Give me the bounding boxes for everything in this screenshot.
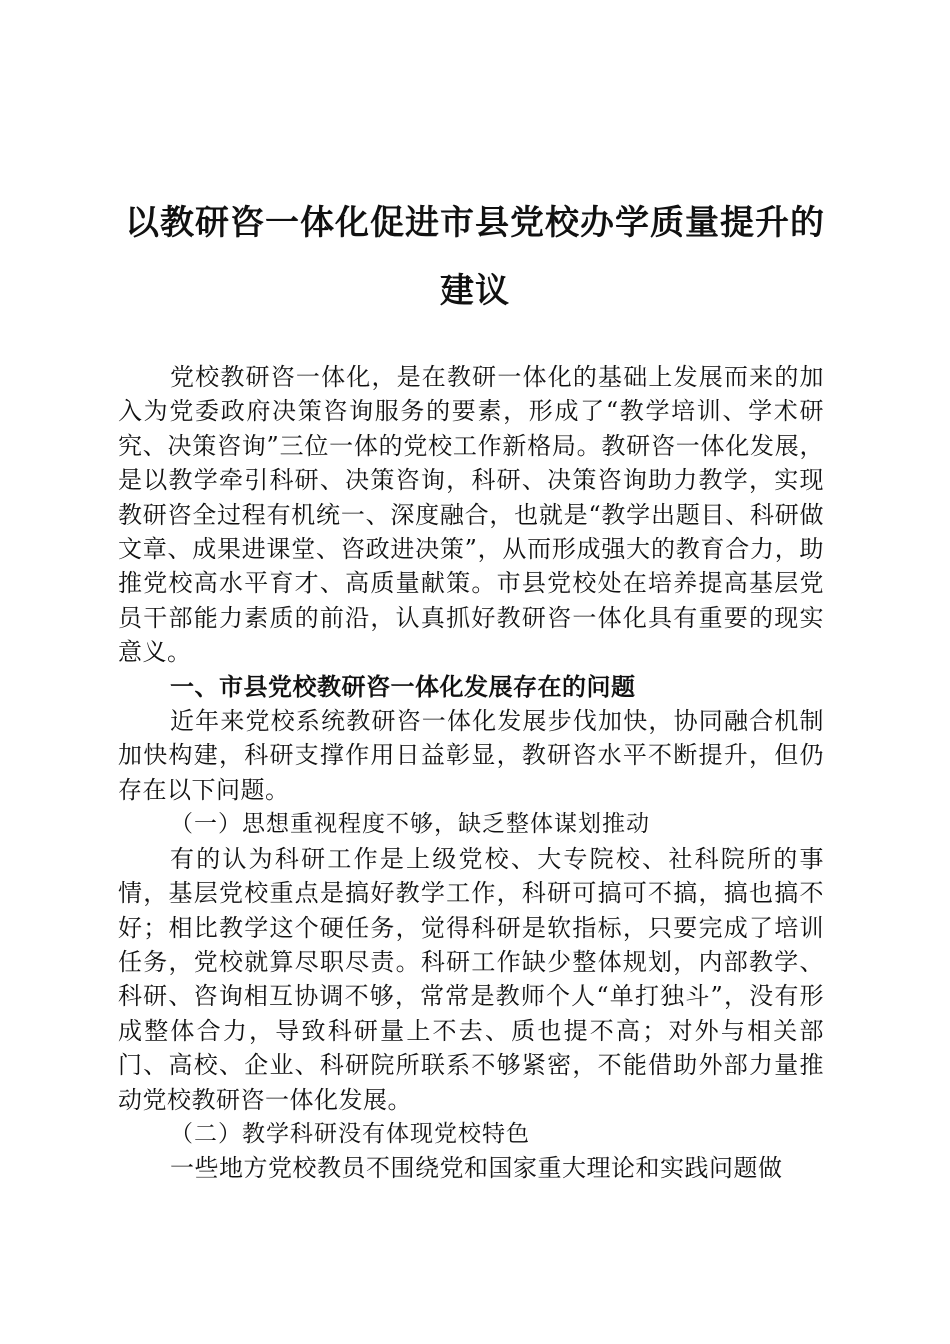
subsection1-paragraph: 有的认为科研工作是上级党校、大专院校、社科院所的事情，基层党校重点是搞好教学工作，科研可搞可不搞，搞也搞不好；相比教学这个硬任务，觉得科研是软指标，只要完成了培训任务，党校就算尽职尽责。科研工作缺少整体规划，内部教学、科研、咨询相互协调不够，常常是教师个人“单打独斗”，没有形成整体合力，导致科研量上不去、质也提不高；对外与相关部门、高校、企业、科研院所联系不够紧密，不能借助外部力量推动党校教研咨一体化发展。	[118, 844, 824, 1114]
document-title-line2: 建议	[440, 271, 510, 311]
intro-paragraph: 党校教研咨一体化，是在教研一体化的基础上发展而来的加入为党委政府决策咨询服务的要素，形成了“教学培训、学术研究、决策咨询”三位一体的党校工作新格局。教研咨一体化发展，是以教学牵引科研、决策咨询，科研、决策咨询助力教学，实现教研咨全过程有机统一、深度融合，也就是“教学出题目、科研做文章、成果进课堂、咨政进决策”，从而形成强大的教育合力，助推党校高水平育才、高质量献策。市县党校处在培养提高基层党员干部能力素质的前沿，认真抓好教研咨一体化具有重要的现实意义。	[118, 363, 824, 667]
section1-paragraph: 近年来党校系统教研咨一体化发展步伐加快，协同融合机制加快构建，科研支撑作用日益彰显，教研咨水平不断提升，但仍存在以下问题。	[118, 707, 824, 804]
subsection-heading-1: （一）思想重视程度不够，缺乏整体谋划推动	[170, 811, 650, 838]
document-body	[118, 360, 824, 1186]
section-heading-1: 一、市县党校教研咨一体化发展存在的问题	[170, 672, 636, 701]
subsection-heading-2: （二）教学科研没有体现党校特色	[170, 1120, 530, 1147]
subsection2-paragraph: 一些地方党校教员不围绕党和国家重大理论和实践问题做	[170, 1154, 783, 1183]
document-title-line1: 以教研咨一体化促进市县党校办学质量提升的	[125, 203, 825, 243]
